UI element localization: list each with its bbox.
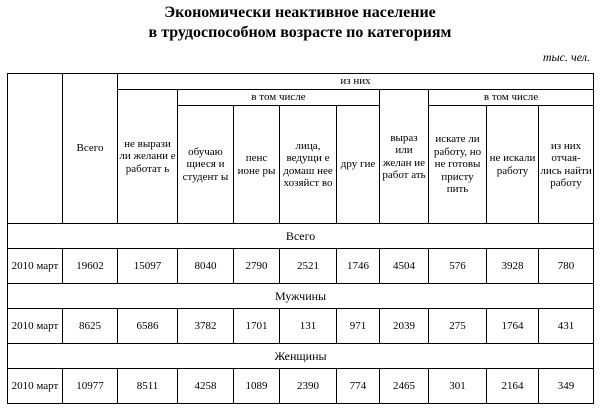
table-body bbox=[8, 224, 594, 404]
value-cell: 1701 bbox=[234, 309, 280, 344]
value-cell: 971 bbox=[337, 309, 380, 344]
value-cell: 2790 bbox=[234, 249, 280, 284]
of-them-header: из них bbox=[118, 74, 594, 90]
value-cell: 8625 bbox=[63, 309, 118, 344]
total-header: Всего bbox=[63, 74, 118, 224]
others-header: дру гие bbox=[337, 106, 380, 224]
value-cell: 131 bbox=[280, 309, 337, 344]
value-cell: 275 bbox=[429, 309, 487, 344]
students-header: обучаю щиеся и студент ы bbox=[178, 106, 234, 224]
value-cell: 1764 bbox=[487, 309, 539, 344]
including-header-left: в том числе bbox=[178, 90, 380, 106]
title-line-2: в трудоспособном возрасте по категориям bbox=[148, 24, 452, 41]
value-cell: 774 bbox=[337, 369, 380, 404]
value-cell: 6586 bbox=[118, 309, 178, 344]
value-cell: 780 bbox=[539, 249, 594, 284]
value-cell: 2164 bbox=[487, 369, 539, 404]
value-cell: 3928 bbox=[487, 249, 539, 284]
page-title bbox=[0, 3, 600, 43]
discouraged-header: из них отчая- лись найти работу bbox=[539, 106, 594, 224]
section-row bbox=[8, 224, 594, 249]
period-cell: 2010 март bbox=[8, 249, 63, 284]
period-header bbox=[8, 74, 63, 224]
including-header-right: в том числе bbox=[429, 90, 594, 106]
value-cell: 1746 bbox=[337, 249, 380, 284]
value-cell: 1089 bbox=[234, 369, 280, 404]
section-label: Женщины bbox=[8, 344, 594, 369]
value-cell: 431 bbox=[539, 309, 594, 344]
title-line-1: Экономически неактивное население bbox=[164, 4, 436, 21]
value-cell: 4258 bbox=[178, 369, 234, 404]
section-row bbox=[8, 284, 594, 309]
value-cell: 2465 bbox=[380, 369, 429, 404]
value-cell: 10977 bbox=[63, 369, 118, 404]
table-row bbox=[8, 309, 594, 344]
value-cell: 2521 bbox=[280, 249, 337, 284]
not-seeking-header: не искали работу bbox=[487, 106, 539, 224]
value-cell: 2039 bbox=[380, 309, 429, 344]
value-cell: 3782 bbox=[178, 309, 234, 344]
statistics-table bbox=[7, 73, 594, 404]
value-cell: 2390 bbox=[280, 369, 337, 404]
value-cell: 4504 bbox=[380, 249, 429, 284]
section-row bbox=[8, 344, 594, 369]
wish-header: выраз или желан ие работ ать bbox=[380, 90, 429, 224]
value-cell: 19602 bbox=[63, 249, 118, 284]
value-cell: 301 bbox=[429, 369, 487, 404]
value-cell: 8511 bbox=[118, 369, 178, 404]
units-label: тыс. чел. bbox=[542, 50, 590, 64]
pensioners-header: пенс ионе ры bbox=[234, 106, 280, 224]
housekeepers-header: лица, ведущи е домаш нее хозяйст во bbox=[280, 106, 337, 224]
not-wish-header: не вырази ли желани е работат ь bbox=[118, 90, 178, 224]
section-label: Мужчины bbox=[8, 284, 594, 309]
value-cell: 576 bbox=[429, 249, 487, 284]
section-label: Всего bbox=[8, 224, 594, 249]
value-cell: 15097 bbox=[118, 249, 178, 284]
table-row bbox=[8, 369, 594, 404]
value-cell: 8040 bbox=[178, 249, 234, 284]
period-cell: 2010 март bbox=[8, 309, 63, 344]
value-cell: 349 bbox=[539, 369, 594, 404]
seeking-not-ready-header: искате ли работу, но не готовы присту пить bbox=[429, 106, 487, 224]
period-cell: 2010 март bbox=[8, 369, 63, 404]
table-row bbox=[8, 249, 594, 284]
